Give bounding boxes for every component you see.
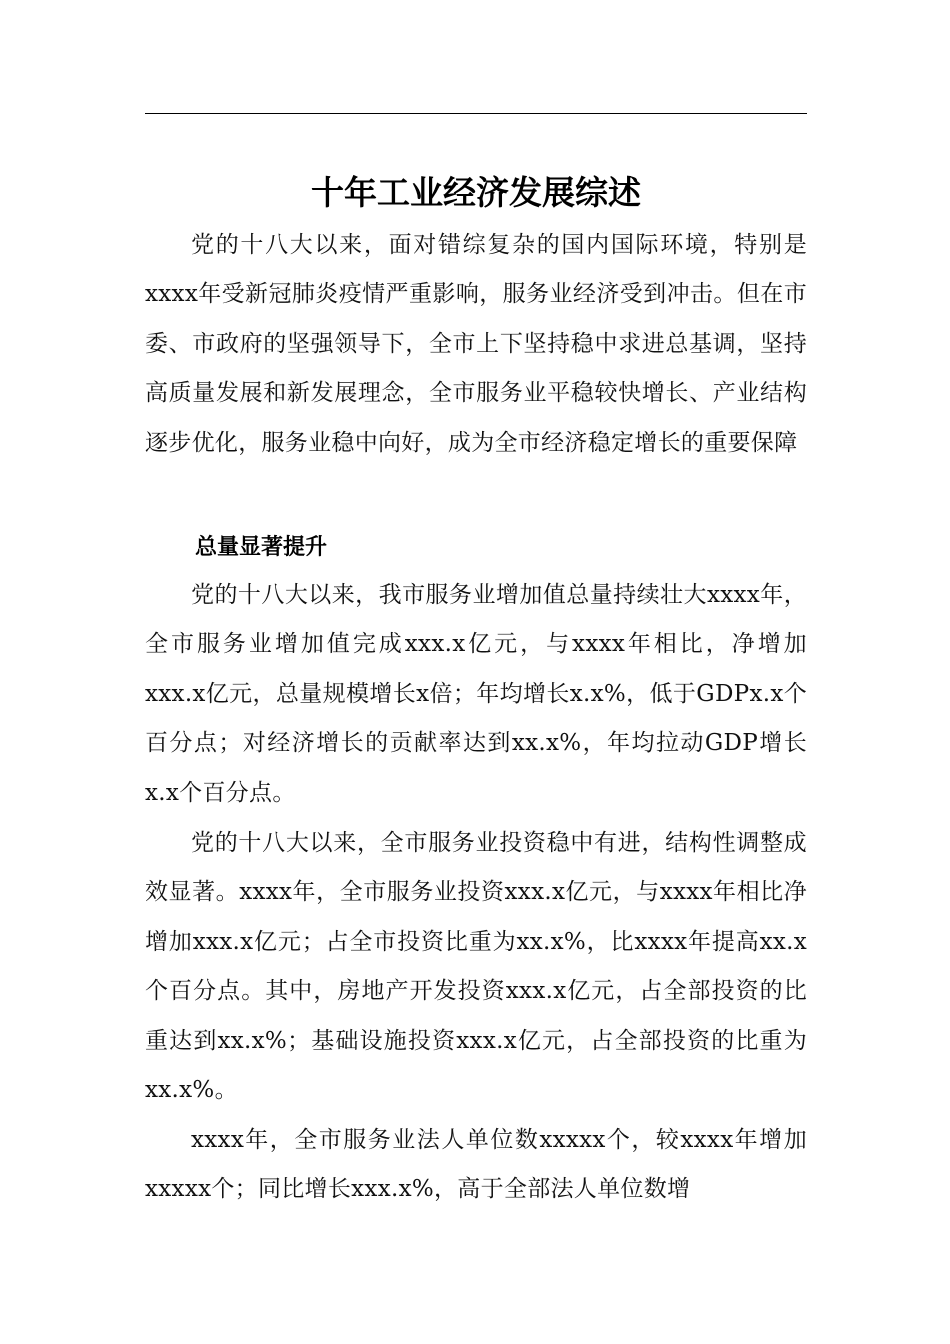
body-paragraph-legal-entities: xxxx年，全市服务业法人单位数xxxxx个，较xxxx年增加xxxxx个；同比增长xxx.x%，高于全部法人单位数增 [145,1127,807,1203]
body-paragraph-investment: 党的十八大以来，全市服务业投资稳中有进，结构性调整成效显著。xxxx年，全市服务业投资xxx.x亿元，与xxxx年相比净增加xxx.x亿元；占全市投资比重为xx.x%，比xxxx年提高xx.x个百分点。其中，房地产开发投资xxx.x亿元，占全部投资的比重达到xx.x%；基础设施投资xxx.x亿元，占全部投资的比重为xx.x%。 [145,830,807,1104]
body-paragraph-value-added: 党的十八大以来，我市服务业增加值总量持续壮大xxxx年，全市服务业增加值完成xxx.x亿元，与xxxx年相比，净增加xxx.x亿元，总量规模增长x倍；年均增长x.x%，低于GDPx.x个百分点；对经济增长的贡献率达到xx.x%，年均拉动GDP增长x.x个百分点。 [145,582,807,806]
section-heading: 总量显著提升 [195,535,328,560]
intro-paragraph: 党的十八大以来，面对错综复杂的国内国际环境，特别是xxxx年受新冠肺炎疫情严重影响，服务业经济受到冲击。但在市委、市政府的坚强领导下，全市上下坚持稳中求进总基调，坚持高质量发展和新发展理念，全市服务业平稳较快增长、产业结构逐步优化，服务业稳中向好，成为全市经济稳定增长的重要保障 [145,232,807,456]
document-title: 十年工业经济发展综述 [311,173,641,212]
header-rule [145,113,807,114]
